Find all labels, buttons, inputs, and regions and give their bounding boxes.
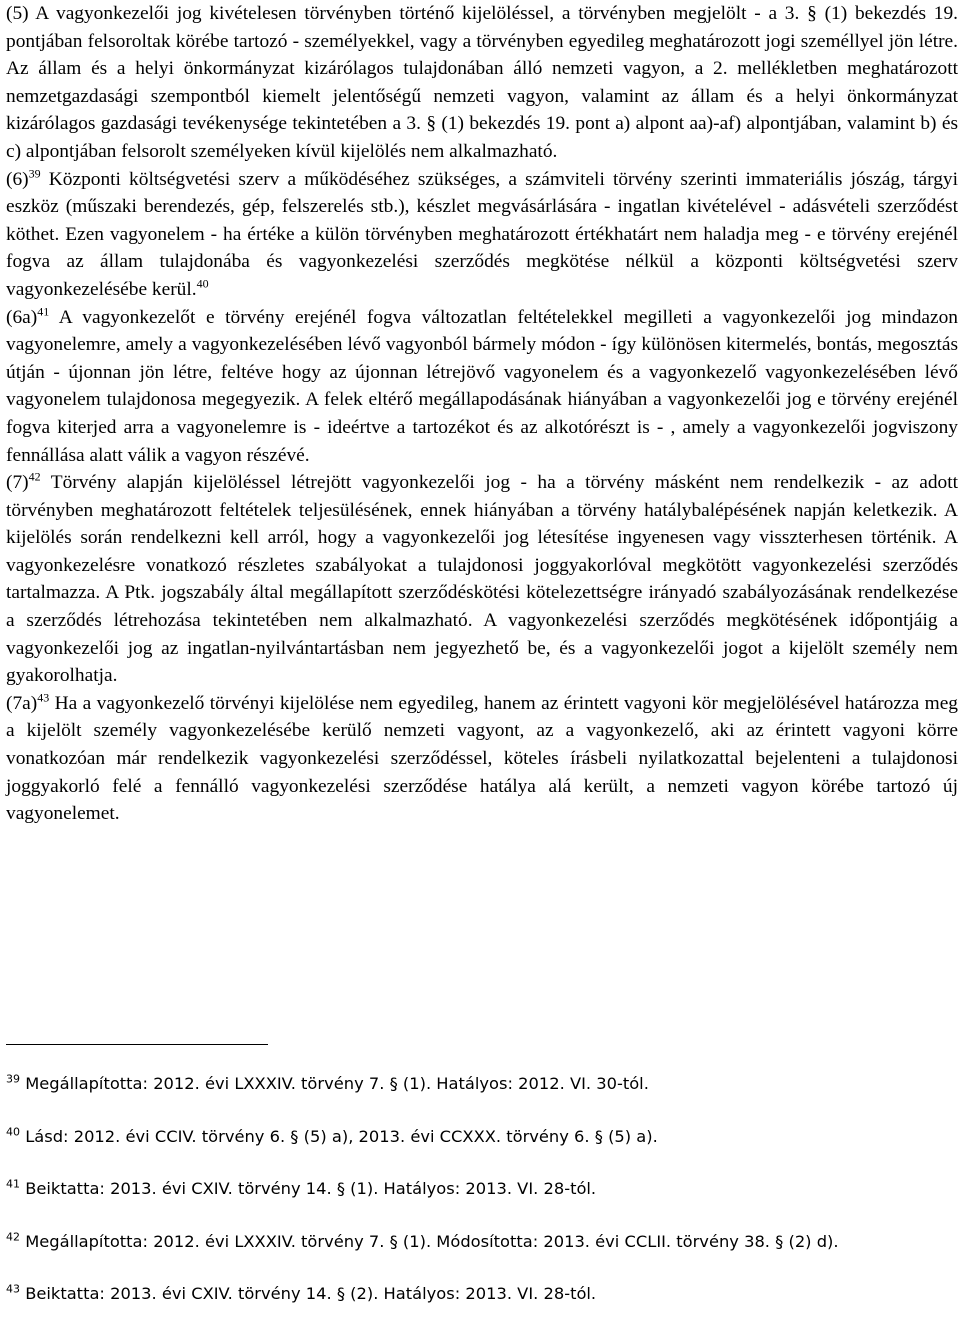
footnote-ref-42[interactable]: 42 xyxy=(28,469,41,484)
footnote-40 xyxy=(6,1111,956,1164)
footnote-number: 39 xyxy=(6,1072,20,1086)
footnote-text: Beiktatta: 2013. évi CXIV. törvény 14. § (2). Hatályos: 2013. VI. 28-tól. xyxy=(25,1284,597,1304)
footnote-ref-40[interactable]: 40 xyxy=(196,276,209,291)
footnote-ref-41[interactable]: 41 xyxy=(37,304,50,319)
footnote-text: Lásd: 2012. évi CCIV. törvény 6. § (5) a), 2013. évi CCXXX. törvény 6. § (5) a). xyxy=(25,1126,658,1146)
paragraph-6 xyxy=(6,166,958,304)
footnote-number: 43 xyxy=(6,1282,20,1296)
paragraph-6a xyxy=(6,304,958,470)
paragraph-text: Központi költségvetési szerv a működéséhez szükséges, a számviteli törvény szerinti immateriális jószág, tárgyi eszköz (műszaki berendezés, gép, felszerelés stb.), készlet megvásárlására - ingatlan kivételével - adásvételi szerződést köthet. Ezen vagyonelem - ha értéke a külön törvényben meghatározott értékhatárt nem haladja meg - e törvény erejénél fogva az állam tulajdonába és vagyonkezelési szerződés megkötése nélkül a központi költségvetési szerv vagyonkezelésébe kerül. xyxy=(6,168,958,300)
footnote-43 xyxy=(6,1268,956,1321)
footnote-ref-39[interactable]: 39 xyxy=(28,166,41,181)
footnote-number: 41 xyxy=(6,1177,20,1191)
footnote-number: 40 xyxy=(6,1125,20,1139)
footnote-text: Megállapította: 2012. évi LXXXIV. törvény 7. § (1). Módosította: 2013. évi CCLII. törvény 38. § (2) d). xyxy=(25,1231,839,1251)
paragraph-5 xyxy=(6,0,958,166)
paragraph-label: (7a) xyxy=(6,692,38,714)
paragraph-7 xyxy=(6,469,958,690)
paragraph-text: Törvény alapján kijelöléssel létrejött vagyonkezelői jog - ha a törvény másként nem rendelkezik - az adott törvényben meghatározott feltételek teljesülésének, ennek hiányában a törvény hatálybalépésének napján keletkezik. A kijelölés során rendelkezni kell arról, hogy a vagyonkezelői jog létesítése ingyenesen vagy visszterhesen történik. A vagyonkezelésre vonatkozó részletes szabályokat a tulajdonosi joggyakorlóval megkötött vagyonkezelési szerződés tartalmazza. A Ptk. jogszabály által megállapított szerződéskötési kötelezettségre irányadó szabályozásának rendelkezése a szerződés létrehozása tekintetében nem alkalmazható. A vagyonkezelési szerződés megkötésének időpontjáig a vagyonkezelői jog az ingatlan-nyilvántartásban nem jegyezhető be, és a vagyonkezelői jogot a kijelölt személy nem gyakorolhatja. xyxy=(6,472,958,687)
footnote-number: 42 xyxy=(6,1230,20,1244)
paragraph-label: (6a) xyxy=(6,306,38,328)
footnote-42 xyxy=(6,1216,956,1269)
document-body xyxy=(6,0,958,828)
footnote-ref-43[interactable]: 43 xyxy=(37,690,50,705)
paragraph-text: A vagyonkezelőt e törvény erejénél fogva változatlan feltételekkel megilleti a vagyonkezelői jog mindazon vagyonelemre, amely a vagyonkezelésében lévő vagyonból bármely módon - így különösen kitermelés, bontás, megosztás útján - újonnan jön létre, feltéve hogy az újonnan létrejövő vagyonelem és a vagyonkezelő vagyonkezelésében lévő vagyonelem tulajdonosa megegyezik. A felek eltérő megállapodásának hiányában a vagyonkezelői jog e törvény erejénél fogva kiterjed arra a vagyonelemre is - ideértve a tartozékot és az alkotórészt is - , amely a vagyonkezelői jogviszony fennállása alatt válik a vagyon részévé. xyxy=(6,306,958,466)
paragraph-label: (7) xyxy=(6,472,29,494)
footnotes xyxy=(6,1058,956,1321)
paragraph-text: (5) A vagyonkezelői jog kivételesen törvényben történő kijelöléssel, a törvényben megjelölt - a 3. § (1) bekezdés 19. pontjában felsoroltak körébe tartozó - személyekkel, vagy a törvényben egyedileg meghatározott jogi személlyel jön létre. Az állam és a helyi önkormányzat kizárólagos tulajdonában álló nemzeti vagyon, a 2. mellékletben meghatározott nemzetgazdasági szempontból kiemelt jelentőségű nemzeti vagyon, valamint az állam és a helyi önkormányzat kizárólagos gazdasági tevékenysége tekintetében a 3. § (1) bekezdés 19. pont a) alpont aa)-af) alpontjában, valamint b) és c) alpontjában felsorolt személyeken kívül kijelölés nem alkalmazható. xyxy=(6,3,958,162)
footnote-text: Beiktatta: 2013. évi CXIV. törvény 14. § (1). Hatályos: 2013. VI. 28-tól. xyxy=(25,1179,597,1199)
paragraph-text: Ha a vagyonkezelő törvényi kijelölése nem egyedileg, hanem az érintett vagyoni kör megjelölésével határozza meg a kijelölt személy vagyonkezelésébe kerülő nemzeti vagyont, az a vagyonkezelő, aki az érintett vagyoni körre vonatkozóan már rendelkezik vagyonkezelési szerződéssel, köteles írásbeli nyilatkozattal bejelenteni a tulajdonosi joggyakorló felé a fennálló vagyonkezelési szerződése hatálya alá került, a nemzeti vagyon körébe tartozó új vagyonelemet. xyxy=(6,692,958,825)
footnote-41 xyxy=(6,1163,956,1216)
paragraph-7a xyxy=(6,690,958,828)
footnote-separator xyxy=(6,1044,268,1045)
paragraph-label: (6) xyxy=(6,168,29,190)
footnote-text: Megállapította: 2012. évi LXXXIV. törvény 7. § (1). Hatályos: 2012. VI. 30-tól. xyxy=(25,1074,649,1093)
footnote-39 xyxy=(6,1058,956,1111)
